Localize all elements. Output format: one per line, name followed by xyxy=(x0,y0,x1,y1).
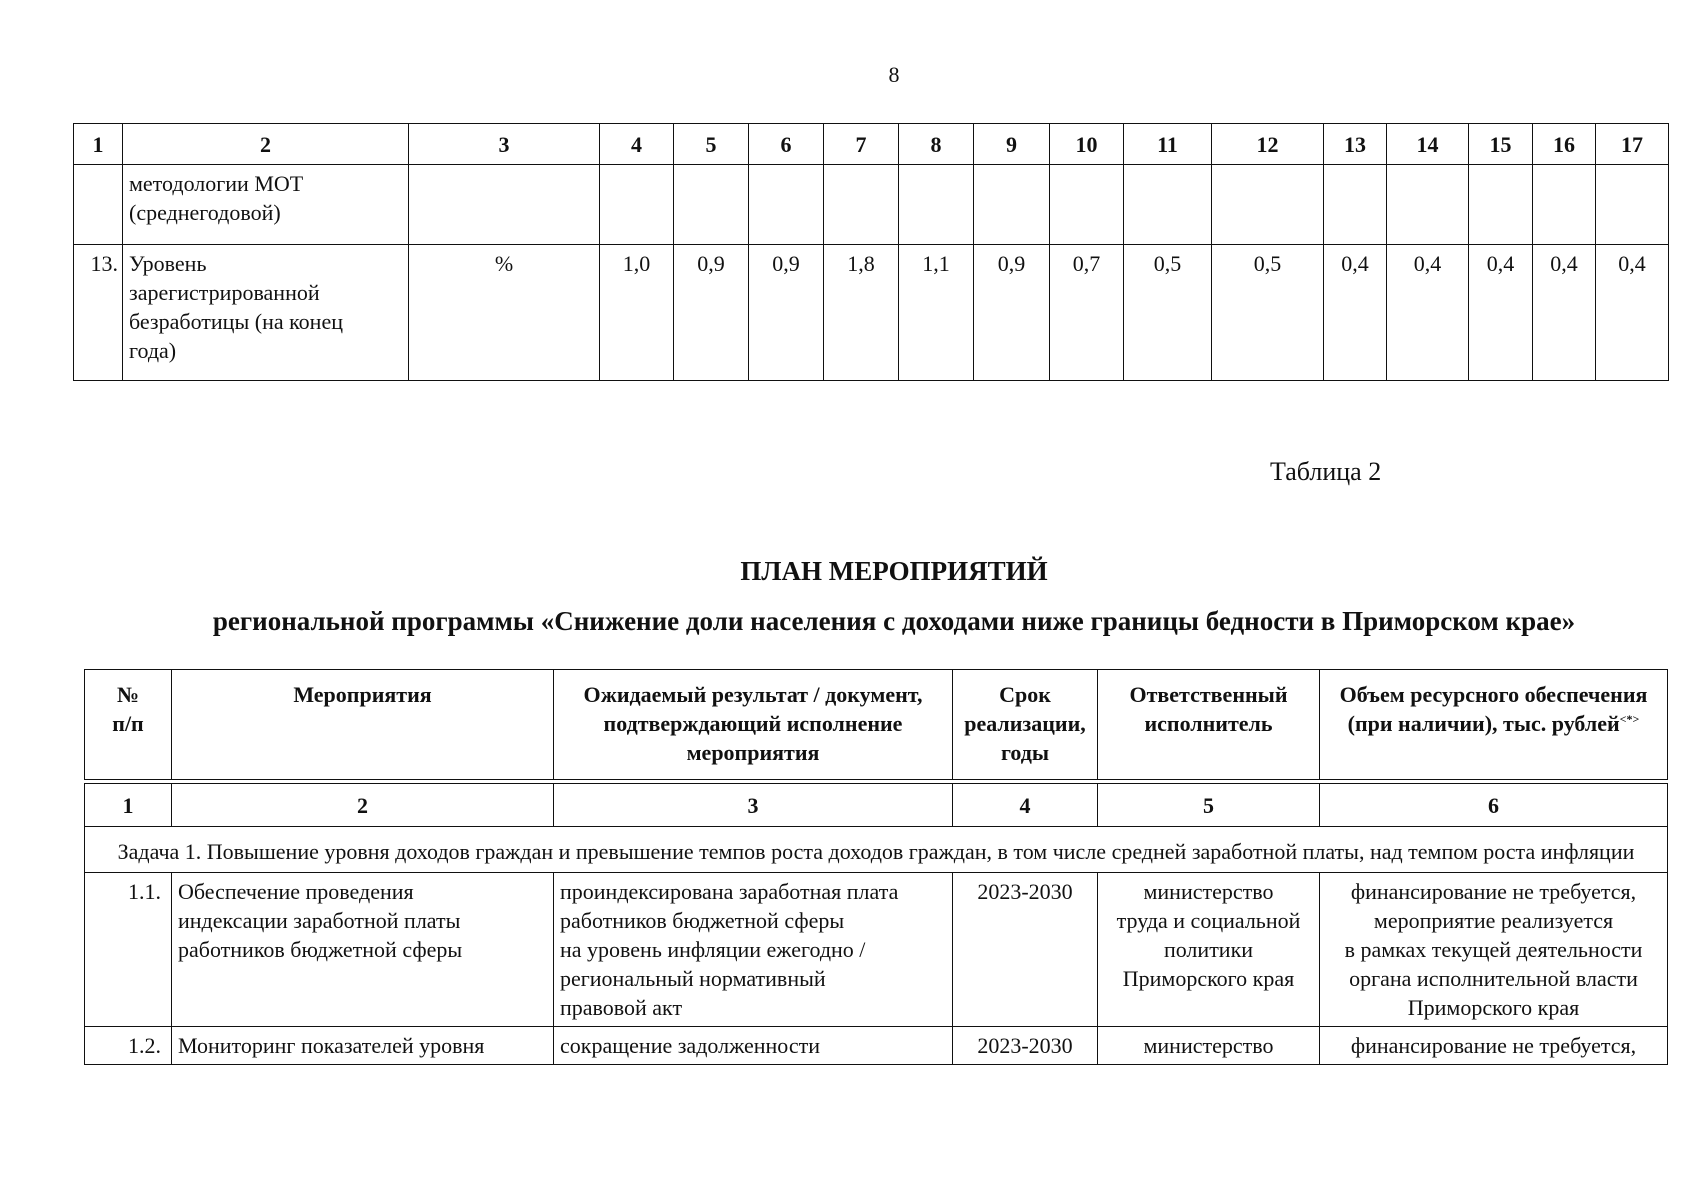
col-header: 8 xyxy=(899,124,974,165)
funding-cell: финансирование не требуется, мероприятие реализуется в рамках текущей деятельности органа исполнительной власти Приморского края xyxy=(1320,873,1668,1027)
table-row xyxy=(85,1027,1668,1065)
column-number: 6 xyxy=(1320,784,1668,827)
value-cell: 0,9 xyxy=(674,245,749,381)
value-cell: 0,4 xyxy=(1324,245,1387,381)
page-number: 8 xyxy=(888,62,900,87)
column-number: 4 xyxy=(953,784,1098,827)
table-row xyxy=(85,873,1668,1027)
value-cell: 1,0 xyxy=(600,245,674,381)
plan-header-row xyxy=(85,670,1668,780)
value-cell xyxy=(1124,165,1212,245)
col-header-number: № п/п xyxy=(85,670,172,780)
table-row xyxy=(74,165,1669,245)
action-plan-table xyxy=(84,669,1668,1065)
funding-cell: финансирование не требуется, xyxy=(1320,1027,1668,1065)
col-header-events: Мероприятия xyxy=(172,670,554,780)
indicator-name: методологии МОТ (среднегодовой) xyxy=(123,165,409,245)
col-header: 7 xyxy=(824,124,899,165)
value-cell: 0,5 xyxy=(1212,245,1324,381)
column-number-row xyxy=(85,784,1668,827)
value-cell xyxy=(1212,165,1324,245)
col-header: 4 xyxy=(600,124,674,165)
footnote-mark: <*> xyxy=(1619,712,1640,726)
col-header: 6 xyxy=(749,124,824,165)
value-cell: 0,9 xyxy=(749,245,824,381)
executor-cell: министерство труда и социальной политики Приморского края xyxy=(1098,873,1320,1027)
value-cell: 0,5 xyxy=(1124,245,1212,381)
row-number: 13. xyxy=(74,245,123,381)
period-cell: 2023-2030 xyxy=(953,873,1098,1027)
value-cell xyxy=(974,165,1050,245)
indicators-header-row xyxy=(74,124,1669,165)
value-cell: 1,8 xyxy=(824,245,899,381)
value-cell: 0,4 xyxy=(1533,245,1596,381)
page-subtitle: региональной программы «Снижение доли населения с доходами ниже границы бедности в Приморском крае» xyxy=(212,606,1576,636)
value-cell xyxy=(1387,165,1469,245)
table-label: Таблица 2 xyxy=(1270,457,1382,486)
funding-header-text: Объем ресурсного обеспечения (при наличии), тыс. рублей xyxy=(1339,682,1648,736)
value-cell xyxy=(824,165,899,245)
value-cell xyxy=(1533,165,1596,245)
column-number: 2 xyxy=(172,784,554,827)
indicator-name: Уровень зарегистрированной безработицы (на конец года) xyxy=(123,245,409,381)
executor-cell: министерство xyxy=(1098,1027,1320,1065)
col-header: 5 xyxy=(674,124,749,165)
col-header-period: Срок реализации, годы xyxy=(953,670,1098,780)
event-cell: Обеспечение проведения индексации заработной платы работников бюджетной сферы xyxy=(172,873,554,1027)
column-number: 5 xyxy=(1098,784,1320,827)
col-header: 13 xyxy=(1324,124,1387,165)
value-cell xyxy=(899,165,974,245)
value-cell xyxy=(749,165,824,245)
col-header: 11 xyxy=(1124,124,1212,165)
col-header-executor: Ответственный исполнитель xyxy=(1098,670,1320,780)
value-cell: 0,4 xyxy=(1596,245,1669,381)
result-cell: сокращение задолженности xyxy=(554,1027,953,1065)
value-cell xyxy=(1596,165,1669,245)
col-header-result: Ожидаемый результат / документ, подтверждающий исполнение мероприятия xyxy=(554,670,953,780)
result-cell: проиндексирована заработная плата работников бюджетной сферы на уровень инфляции ежегодно / региональный нормативный правовой акт xyxy=(554,873,953,1027)
value-cell: 0,4 xyxy=(1387,245,1469,381)
value-cell xyxy=(1469,165,1533,245)
row-number xyxy=(74,165,123,245)
col-header: 16 xyxy=(1533,124,1596,165)
col-header: 15 xyxy=(1469,124,1533,165)
value-cell: 0,7 xyxy=(1050,245,1124,381)
col-header: 9 xyxy=(974,124,1050,165)
indicator-unit: % xyxy=(409,245,600,381)
col-header: 17 xyxy=(1596,124,1669,165)
indicator-unit xyxy=(409,165,600,245)
task-row xyxy=(85,827,1668,873)
col-header: 2 xyxy=(123,124,409,165)
value-cell: 0,4 xyxy=(1469,245,1533,381)
col-header: 3 xyxy=(409,124,600,165)
page-title: ПЛАН МЕРОПРИЯТИЙ xyxy=(740,556,1048,586)
column-number: 1 xyxy=(85,784,172,827)
row-number: 1.1. xyxy=(85,873,172,1027)
col-header: 12 xyxy=(1212,124,1324,165)
value-cell xyxy=(600,165,674,245)
row-number: 1.2. xyxy=(85,1027,172,1065)
period-cell: 2023-2030 xyxy=(953,1027,1098,1065)
column-number: 3 xyxy=(554,784,953,827)
value-cell xyxy=(674,165,749,245)
col-header: 1 xyxy=(74,124,123,165)
task-text: Задача 1. Повышение уровня доходов граждан и превышение темпов роста доходов граждан, в том числе средней заработной платы, над темпом роста инфляции xyxy=(85,827,1668,873)
col-header: 14 xyxy=(1387,124,1469,165)
event-cell: Мониторинг показателей уровня xyxy=(172,1027,554,1065)
col-header-funding xyxy=(1320,670,1668,780)
col-header: 10 xyxy=(1050,124,1124,165)
table-row xyxy=(74,245,1669,381)
indicators-table xyxy=(73,123,1669,381)
value-cell xyxy=(1324,165,1387,245)
value-cell: 1,1 xyxy=(899,245,974,381)
value-cell xyxy=(1050,165,1124,245)
value-cell: 0,9 xyxy=(974,245,1050,381)
